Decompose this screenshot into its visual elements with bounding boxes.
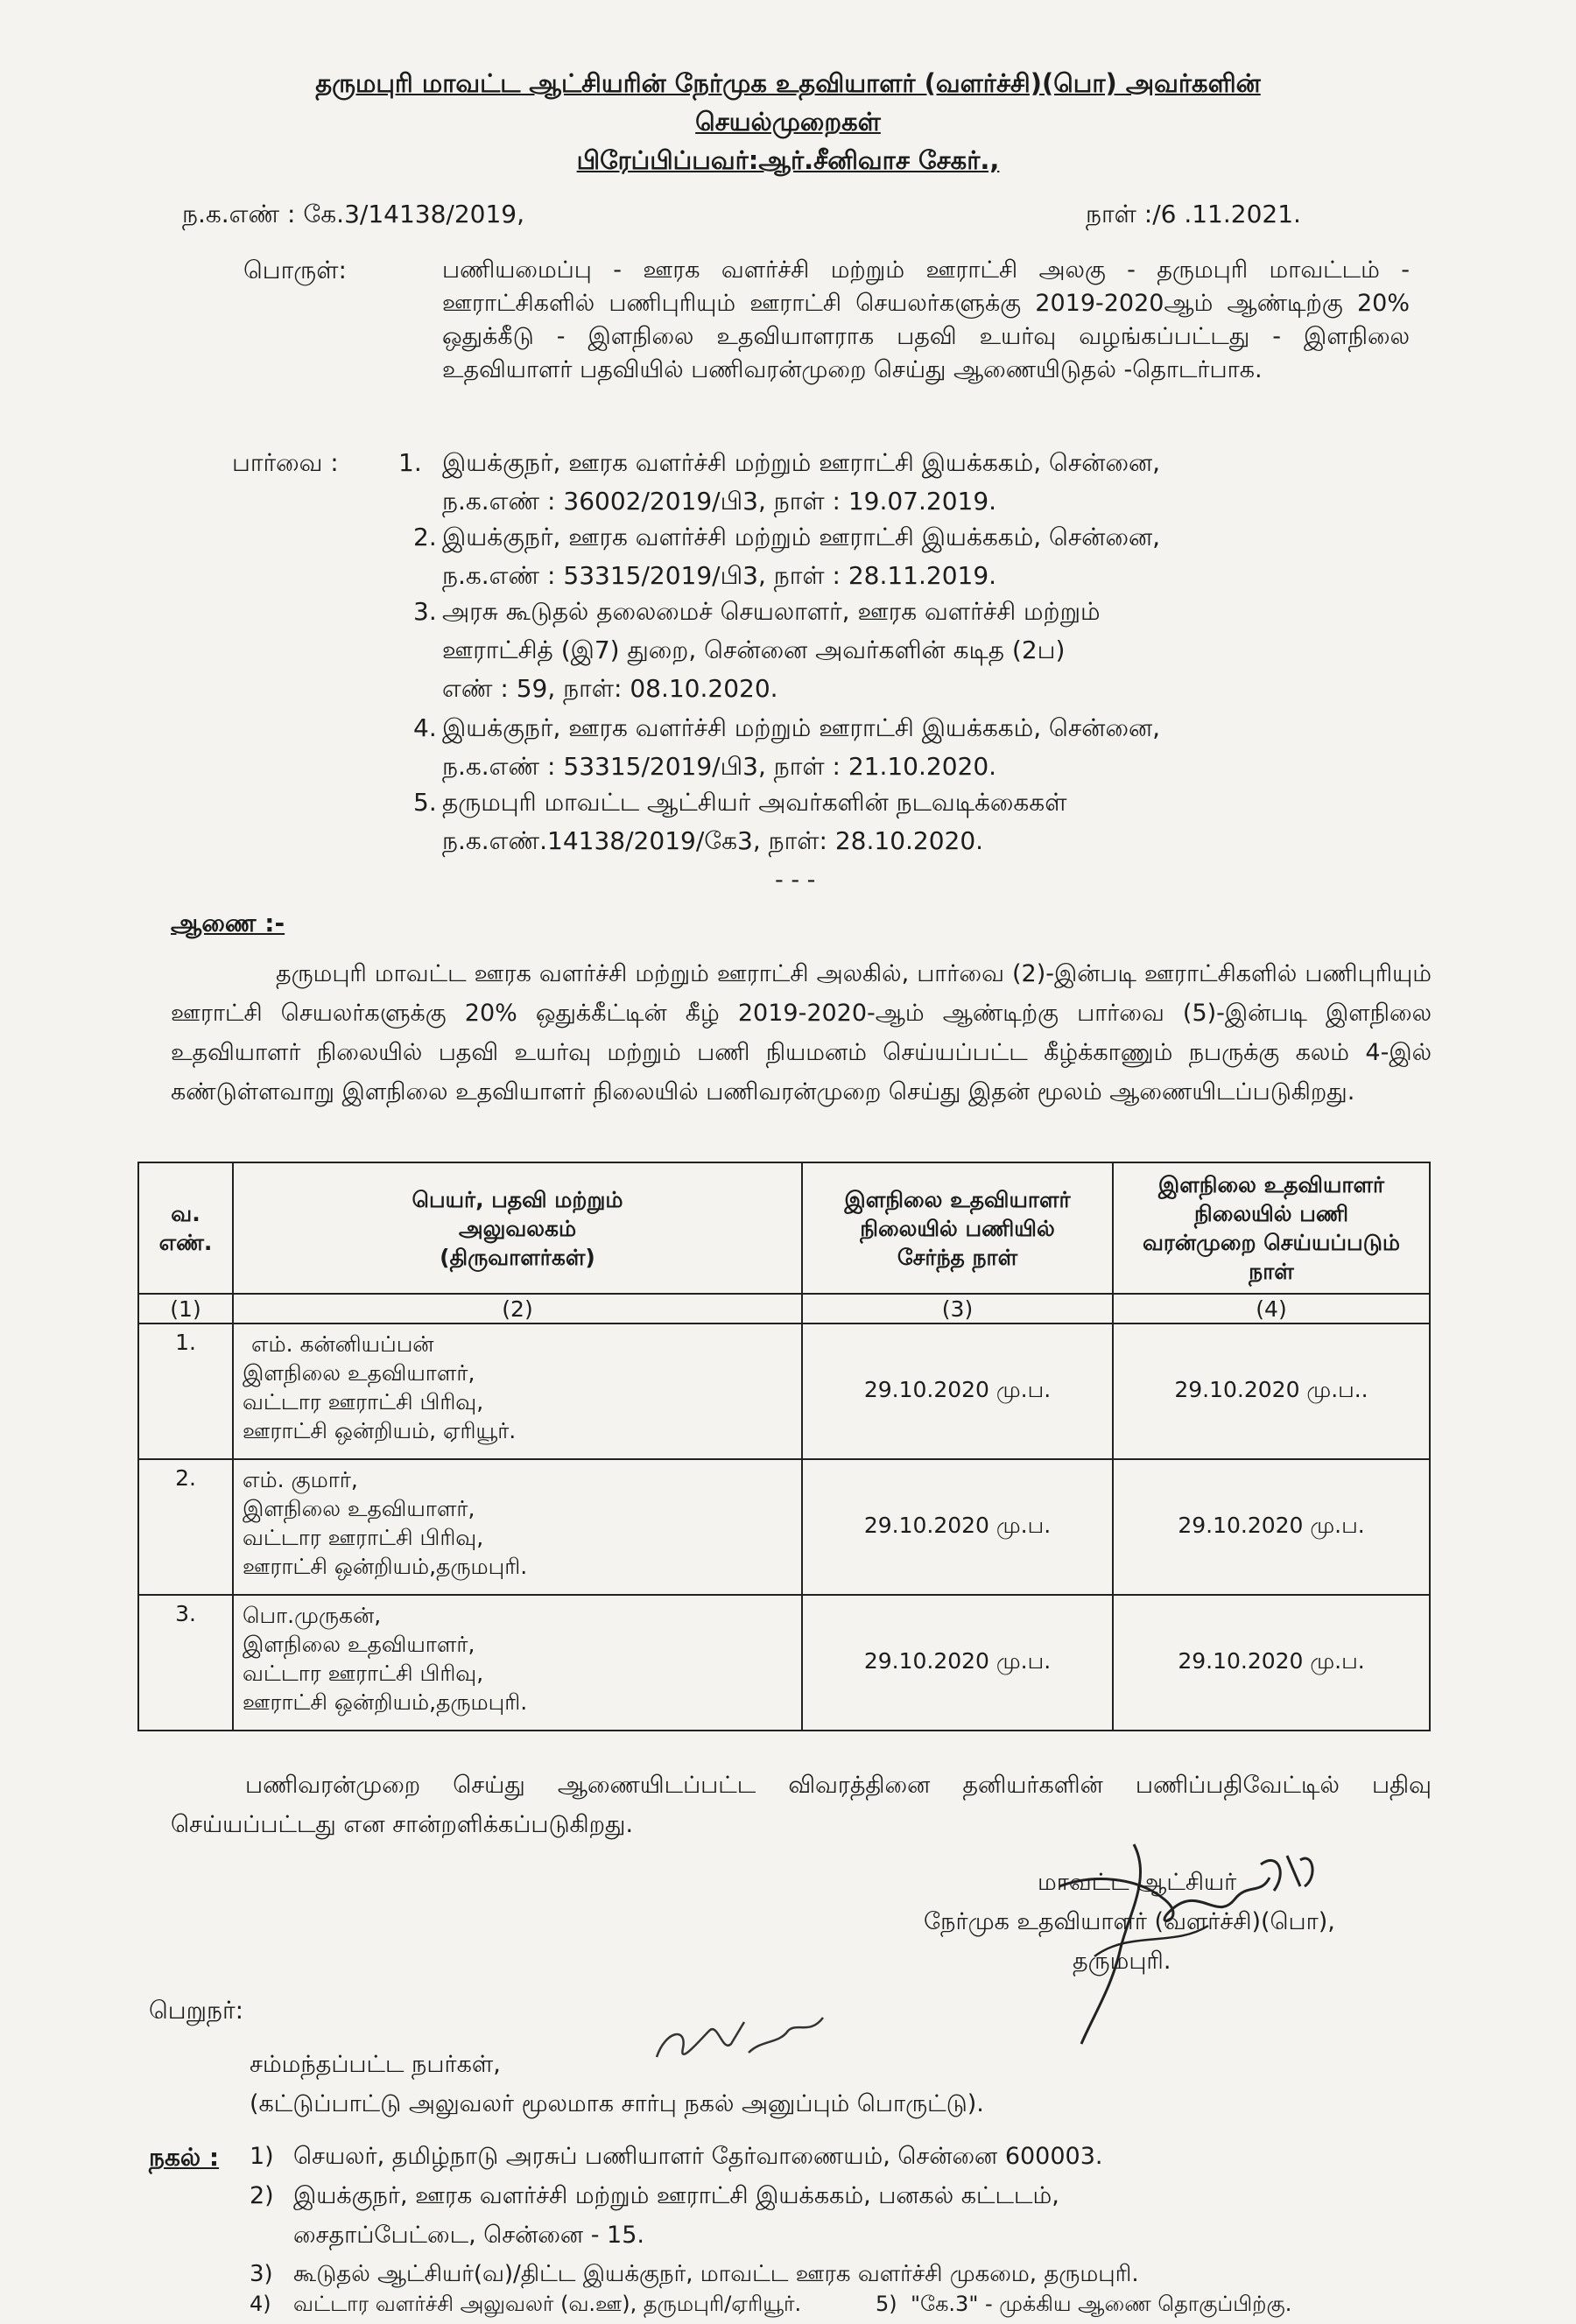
col-regularized-header: [1113, 1162, 1430, 1294]
reference-5-line2: ந.க.எண்.14138/2019/கே3, நாள்: 28.10.2020.: [442, 826, 984, 855]
column-number: (4): [1113, 1294, 1430, 1323]
col-regularized-header-line3: வரன்முறை செய்யப்படும்: [1142, 1230, 1401, 1255]
table-row: [138, 1323, 1430, 1459]
table-column-number-row: [138, 1294, 1430, 1323]
col-name-header-line1: பெயர், பதவி மற்றும்: [412, 1186, 623, 1212]
row-name-cell: [233, 1595, 802, 1731]
row-office: ஊராட்சி ஒன்றியம்,தருமபுரி.: [243, 1689, 528, 1715]
table-row: [138, 1459, 1430, 1595]
reference-3-line1: அரசு கூடுதல் தலைமைச் செயலாளர், ஊரக வளர்ச்சி மற்றும்: [442, 597, 1101, 626]
recipient-line1: சம்மந்தப்பட்ட நபர்கள்,: [250, 2051, 501, 2078]
signature-mark: [998, 1825, 1366, 2061]
copy-3-text: கூடுதல் ஆட்சியர்(வ)/திட்ட இயக்குநர், மாவட்ட ஊரக வளர்ச்சி முகமை, தருமபுரி.: [293, 2261, 1139, 2287]
reference-5-line1: தருமபுரி மாவட்ட ஆட்சியர் அவர்களின் நடவடிக்கைகள்: [442, 788, 1067, 817]
row-section: வட்டார ஊராட்சி பிரிவு,: [243, 1661, 484, 1686]
table-row: [138, 1595, 1430, 1731]
reference-3-line2: ஊராட்சித் (இ7) துறை, சென்னை அவர்களின் கடித (2ப): [442, 635, 1066, 664]
col-name-header-line2: அலுவலகம்: [458, 1215, 577, 1241]
row-regularized-date: 29.10.2020 மு.ப..: [1113, 1323, 1430, 1459]
row-section: வட்டார ஊராட்சி பிரிவு,: [243, 1389, 484, 1415]
header-subtitle: செயல்முறைகள்: [695, 107, 881, 137]
col-serial-header-line1: வ.: [171, 1201, 201, 1226]
col-name-header-line3: (திருவாளர்கள்): [440, 1244, 595, 1270]
row-serial: 1.: [138, 1323, 233, 1459]
recipient-line2: (கட்டுப்பாட்டு அலுவலர் மூலமாக சார்பு நகல் அனுப்பும் பொருட்டு).: [250, 2090, 984, 2117]
reference-1-line1: இயக்குநர், ஊரக வளர்ச்சி மற்றும் ஊராட்சி இயக்ககம், சென்னை,: [442, 448, 1160, 477]
subject-label: பொருள்:: [243, 256, 347, 284]
row-regularized-date: 29.10.2020 மு.ப.: [1113, 1595, 1430, 1731]
copy-1-text: செயலர், தமிழ்நாடு அரசுப் பணியாளர் தேர்வாணையம், சென்னை 600003.: [293, 2143, 1103, 2170]
reference-3-number: 3.: [413, 597, 437, 626]
copy-1-number: 1): [250, 2143, 274, 2170]
reference-4-line1: இயக்குநர், ஊரக வளர்ச்சி மற்றும் ஊராட்சி இயக்ககம், சென்னை,: [442, 713, 1160, 742]
copy-2-number: 2): [250, 2182, 274, 2209]
initials-mark: [648, 2005, 832, 2075]
reference-3-line3: எண் : 59, நாள்: 08.10.2020.: [442, 674, 778, 703]
certification-paragraph: பணிவரன்முறை செய்து ஆணையிடப்பட்ட விவரத்தினை தனியர்களின் பணிப்பதிவேட்டில் பதிவு செய்யப்பட்டது என சான்றளிக்கப்படுகிறது.: [171, 1772, 1432, 1838]
reference-date: நாள் :/6 .11.2021.: [1086, 200, 1301, 228]
row-serial: 2.: [138, 1459, 233, 1595]
reference-number: ந.க.எண் : கே.3/14138/2019,: [182, 200, 524, 228]
col-serial-header: [138, 1162, 233, 1294]
recipient-label: பெறுநர்:: [149, 1996, 244, 2025]
row-designation: இளநிலை உதவியாளர்,: [243, 1496, 475, 1521]
section-separator: - - -: [775, 867, 816, 894]
column-number: (1): [138, 1294, 233, 1323]
row-section: வட்டார ஊராட்சி பிரிவு,: [243, 1525, 484, 1550]
reference-1-number: 1.: [398, 448, 422, 477]
subject-text: பணியமைப்பு - ஊரக வளர்ச்சி மற்றும் ஊராட்சி அலகு - தருமபுரி மாவட்டம் - ஊராட்சிகளில் பணிபுரியும் ஊராட்சி செயலர்களுக்கு 2019-2020ஆம் ஆண்டிற்கு 20% ஒதுக்கீடு - இளநிலை உதவியாளராக பதவி உயர்வு வழங்கப்பட்டது - இளநிலை உதவியாளர் பதவியில் பணிவரன்முறை செய்து ஆணையிடுதல் -தொடர்பாக.: [442, 256, 1410, 383]
reference-1-line2: ந.க.எண் : 36002/2019/பி3, நாள் : 19.07.2019.: [442, 487, 997, 516]
row-joined-date: 29.10.2020 மு.ப.: [802, 1323, 1113, 1459]
reference-2-line1: இயக்குநர், ஊரக வளர்ச்சி மற்றும் ஊராட்சி இயக்ககம், சென்னை,: [442, 523, 1160, 551]
copy-label: நகல் :: [149, 2143, 220, 2172]
row-person-name: பொ.முருகன்,: [243, 1603, 382, 1628]
col-serial-header-line2: எண்.: [158, 1230, 213, 1255]
row-person-name: எம். கன்னியப்பன்: [251, 1331, 434, 1357]
signatory-designation: நேர்முக உதவியாளர் (வளர்ச்சி)(பொ),: [924, 1908, 1335, 1935]
copy-5-text: "கே.3" - முக்கிய ஆணை தொகுப்பிற்கு.: [911, 2292, 1292, 2316]
row-joined-date: 29.10.2020 மு.ப.: [802, 1595, 1113, 1731]
regularization-table: [137, 1162, 1431, 1731]
row-office: ஊராட்சி ஒன்றியம், ஏரியூர்.: [243, 1418, 517, 1443]
row-joined-date: 29.10.2020 மு.ப.: [802, 1459, 1113, 1595]
col-joined-header-line3: சேர்ந்த நாள்: [897, 1244, 1018, 1270]
row-name-cell: [233, 1459, 802, 1595]
col-joined-header-line1: இளநிலை உதவியாளர்: [844, 1186, 1071, 1212]
reference-2-line2: ந.க.எண் : 53315/2019/பி3, நாள் : 28.11.2019.: [442, 561, 997, 590]
reference-4-number: 4.: [413, 713, 437, 742]
col-regularized-header-line1: இளநிலை உதவியாளர்: [1157, 1172, 1385, 1197]
col-joined-header: [802, 1162, 1113, 1294]
copy-5-number: 5): [876, 2292, 897, 2316]
column-number: (3): [802, 1294, 1113, 1323]
row-designation: இளநிலை உதவியாளர்,: [243, 1360, 475, 1386]
header-title: தருமபுரி மாவட்ட ஆட்சியரின் நேர்முக உதவியாளர் (வளர்ச்சி)(பொ) அவர்களின்: [315, 68, 1261, 98]
signatory-place: தருமபுரி.: [1073, 1948, 1171, 1975]
row-name-cell: [233, 1323, 802, 1459]
reference-4-line2: ந.க.எண் : 53315/2019/பி3, நாள் : 21.10.2020.: [442, 752, 997, 781]
column-number: (2): [233, 1294, 802, 1323]
row-regularized-date: 29.10.2020 மு.ப.: [1113, 1459, 1430, 1595]
table-header-row: [138, 1162, 1430, 1294]
copy-4-text: வட்டார வளர்ச்சி அலுவலர் (வ.ஊ), தருமபுரி/ஏரியூர்.: [293, 2292, 802, 2316]
row-office: ஊராட்சி ஒன்றியம்,தருமபுரி.: [243, 1554, 528, 1579]
row-designation: இளநிலை உதவியாளர்,: [243, 1632, 475, 1657]
col-joined-header-line2: நிலையில் பணியில்: [860, 1215, 1055, 1241]
order-label: ஆணை :-: [171, 909, 285, 937]
copy-2-text-continued: சைதாப்பேட்டை, சென்னை - 15.: [293, 2222, 644, 2249]
copy-4-number: 4): [250, 2292, 271, 2316]
references-label: பார்வை :: [232, 448, 339, 477]
reference-2-number: 2.: [413, 523, 437, 551]
row-person-name: எம். குமார்,: [243, 1467, 358, 1492]
col-regularized-header-line4: நாள்: [1249, 1259, 1294, 1284]
reference-5-number: 5.: [413, 788, 437, 817]
header-author: பிரேப்பிப்பவர்:ஆர்.சீனிவாச சேகர்.,: [576, 145, 1000, 175]
row-serial: 3.: [138, 1595, 233, 1731]
col-name-header: [233, 1162, 802, 1294]
signatory-title: மாவட்ட ஆட்சியர்: [1038, 1869, 1237, 1896]
copy-3-number: 3): [250, 2261, 273, 2287]
copy-2-text: இயக்குநர், ஊரக வளர்ச்சி மற்றும் ஊராட்சி இயக்ககம், பனகல் கட்டடம்,: [293, 2182, 1059, 2209]
order-paragraph: தருமபுரி மாவட்ட ஊரக வளர்ச்சி மற்றும் ஊராட்சி அலகில், பார்வை (2)-இன்படி ஊராட்சிகளில் பணிபுரியும் ஊராட்சி செயலர்களுக்கு 20% ஒதுக்கீட்டின் கீழ் 2019-2020-ஆம் ஆண்டிற்கு பார்வை (5)-இன்படி இளநிலை உதவியாளர் நிலையில் பதவி உயர்வு மற்றும் பணி நியமனம் செய்யப்பட்ட கீழ்க்காணும் நபருக்கு கலம் 4-இல் கண்டுள்ளவாறு இளநிலை உதவியாளர் நிலையில் பணிவரன்முறை செய்து இதன் மூலம் ஆணையிடப்படுகிறது.: [171, 960, 1432, 1106]
col-regularized-header-line2: நிலையில் பணி: [1193, 1201, 1348, 1226]
